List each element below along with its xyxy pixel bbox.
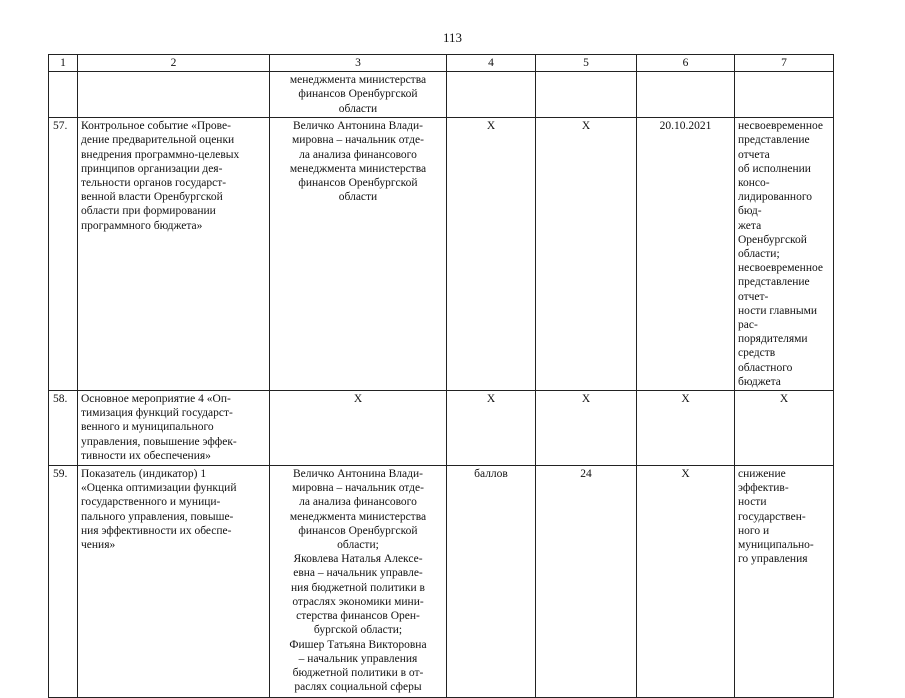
row-date bbox=[637, 72, 735, 118]
row-responsible: менеджмента министерства финансов Оренбургской области bbox=[270, 72, 447, 118]
row-unit: баллов bbox=[447, 466, 536, 698]
row-number bbox=[49, 72, 78, 118]
table-row bbox=[49, 118, 834, 391]
column-number-row bbox=[49, 55, 834, 72]
row-value bbox=[536, 72, 637, 118]
row-unit: Х bbox=[447, 391, 536, 466]
column-header-5: 5 bbox=[536, 55, 637, 72]
column-header-4: 4 bbox=[447, 55, 536, 72]
row-description: Контрольное событие «Прове- дение предварительной оценки внедрения программно-целевых принципов организации дея- тельности органов государст- венной власти Оренбургской области при формировании программного бюджета» bbox=[78, 118, 270, 391]
column-header-7: 7 bbox=[735, 55, 834, 72]
row-number: 57. bbox=[49, 118, 78, 391]
row-responsible: Величко Антонина Влади- мировна – начальник отде- ла анализа финансового менеджмента министерства финансов Оренбургской области bbox=[270, 118, 447, 391]
row-description bbox=[78, 72, 270, 118]
row-date: Х bbox=[637, 466, 735, 698]
column-header-1: 1 bbox=[49, 55, 78, 72]
row-value: Х bbox=[536, 391, 637, 466]
row-value: 24 bbox=[536, 466, 637, 698]
row-responsible: Величко Антонина Влади- мировна – начальник отде- ла анализа финансового менеджмента министерства финансов Оренбургской области; Яковлева Наталья Алексе- евна – начальник управле- ния бюджетной политики в отраслях экономики мини- стерства финансов Орен- бургской области; Фишер Татьяна Викторовна – начальник управления бюджетной политики в от- раслях социальной сферы bbox=[270, 466, 447, 698]
row-responsible: Х bbox=[270, 391, 447, 466]
column-header-6: 6 bbox=[637, 55, 735, 72]
table-row bbox=[49, 72, 834, 118]
row-unit: Х bbox=[447, 118, 536, 391]
row-value: Х bbox=[536, 118, 637, 391]
row-number: 58. bbox=[49, 391, 78, 466]
row-date: 20.10.2021 bbox=[637, 118, 735, 391]
row-unit bbox=[447, 72, 536, 118]
row-risk: Х bbox=[735, 391, 834, 466]
row-risk: снижение эффектив- ности государствен- ного и муниципально- го управления bbox=[735, 466, 834, 698]
table-row bbox=[49, 466, 834, 698]
report-table bbox=[48, 54, 834, 698]
column-header-3: 3 bbox=[270, 55, 447, 72]
row-number: 59. bbox=[49, 466, 78, 698]
row-description: Основное мероприятие 4 «Оп- тимизация функций государст- венного и муниципального управления, повышение эффек- тивности их обеспечения» bbox=[78, 391, 270, 466]
row-description: Показатель (индикатор) 1 «Оценка оптимизации функций государственного и муници- пального управления, повыше- ния эффективности их обеспе- чения» bbox=[78, 466, 270, 698]
column-header-2: 2 bbox=[78, 55, 270, 72]
row-date: Х bbox=[637, 391, 735, 466]
row-risk bbox=[735, 72, 834, 118]
page-number: 113 bbox=[442, 30, 463, 45]
row-risk: несвоевременное представление отчета об исполнении консо- лидированного бюд- жета Оренбургской области; несвоевременное представление отчет- ности главными рас- порядителями средств областного бюджета bbox=[735, 118, 834, 391]
table-row bbox=[49, 391, 834, 466]
